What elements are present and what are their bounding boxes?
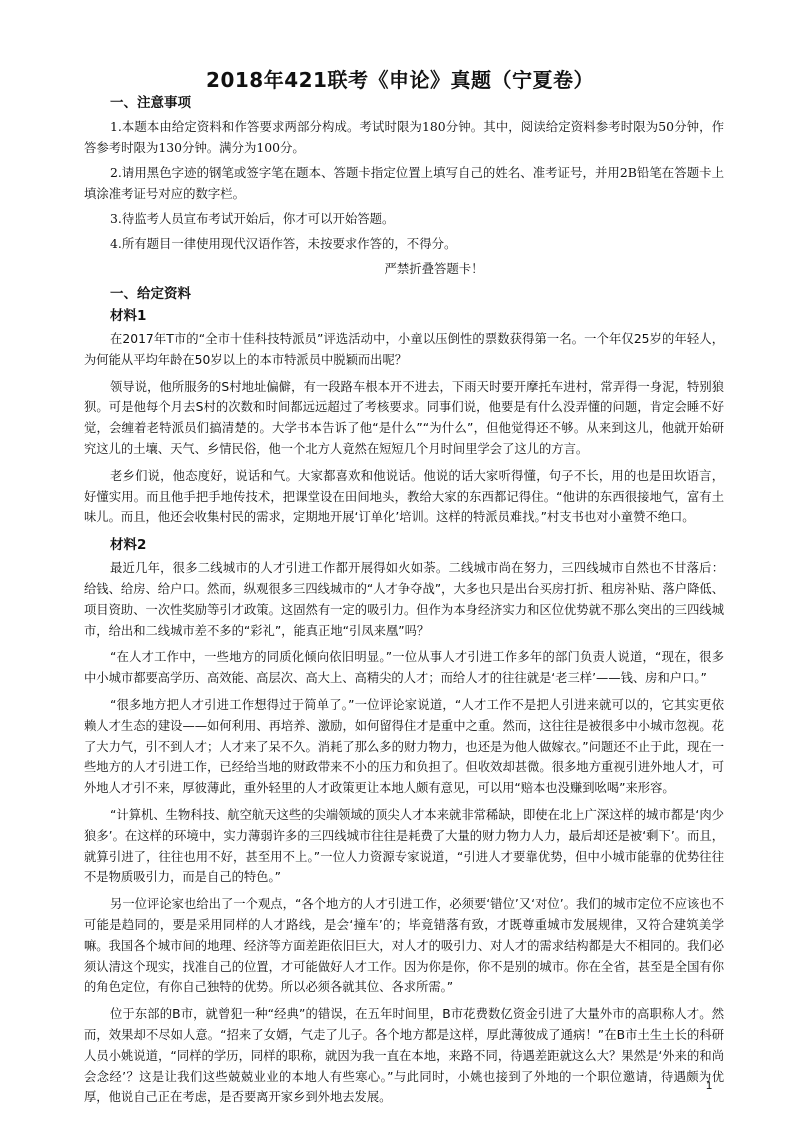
material-label: 材料2 [110,537,147,554]
material-label: 材料1 [110,308,147,324]
material-paragraph: “很多地方把人才引进工作想得过于简单了。”一位评论家说道，“人才工作不是把人引进来就可以的，它其实更依赖人才生态的建设——如何利用、再培养、激励，如何留得住才是重中之重。然而，这往往是被很多中小城市忽视。花了大力气，引不到人才；人才来了呆不久。消耗了那么多的财力物力，也还是为他人做嫁衣。”问题还不止于此，现在一些地方的人才引进工作，已经给当地的财政带来不小的压力和负担了。但收效却甚微。很多地方重视引进外地人才，可外地人才引不来，厚彼薄此，重外轻里的人才政策更让本地人颇有意见，可以用“赔本也没赚到吆喝”来形容。 [84,697,724,796]
notice-item: 1.本题本由给定资料和作答要求两部分构成。考试时限为180分钟。其中，阅读给定资料参考时限为50分钟，作答参考时限为130分钟。满分为100分。 [84,119,724,155]
notice-item: 4.所有题目一律使用现代汉语作答，未按要求作答的，不得分。 [110,236,457,251]
materials-heading: 一、给定资料 [110,286,191,302]
material-paragraph: 领导说，他所服务的S村地址偏僻，有一段路车根本开不进去，下雨天时要开摩托车进村，常弄得一身泥，特别狼狈。可是他每个月去S村的次数和时间都远远超过了考核要求。同事们说，他要是有什么没弄懂的问题，肯定会睡不好觉，会缠着老特派员们搞清楚的。大学书本告诉了他“是什么”“为什么”，但他觉得还不够。从来到这儿，他就开始研究这儿的土壤、天气、乡情民俗，他一个北方人竟然在短短几个月时间里学会了这儿的方言。 [84,379,724,456]
material-paragraph: 位于东部的B市，就曾犯一种“经典”的错误，在五年时间里，B市花费数亿资金引进了大量外市的高职称人才。然而，效果却不尽如人意。“招来了女婿，气走了儿子。各个地方都是这样，厚此薄彼成了通病！”在B市土生土长的科研人员小姚说道，“同样的学历，同样的职称，就因为我一直在本地，来路不同，待遇差距就这么大？果然是‘外来的和尚会念经’？这是让我们这些兢兢业业的本地人有些寒心。”与此同时，小姚也接到了外地的一个职位邀请，待遇颇为优厚，他说自己正在考虑，是否要离开家乡到外地去发展。 [84,1007,724,1105]
material-paragraph: 在2017年T市的“全市十佳科技特派员”评选活动中，小童以压倒性的票数获得第一名。一个年仅25岁的年轻人，为何能从平均年龄在50岁以上的本市特派员中脱颖而出呢？ [84,332,724,367]
material-paragraph: “在人才工作中，一些地方的同质化倾向依旧明显。”一位从事人才引进工作多年的部门负责人说道，“现在，很多中小城市都要高学历、高效能、高层次、高大上、高精尖的人才；而给人才的往往就是‘老三样’——钱、房和户口。” [84,650,724,686]
notice-item: 3.待监考人员宣布考试开始后，你才可以开始答题。 [110,211,395,226]
material-paragraph: “计算机、生物科技、航空航天这些的尖端领域的顶尖人才本来就非常稀缺，即使在北上广深这样的城市都是‘肉少狼多’。在这样的环境中，实力薄弱许多的三四线城市往往是耗费了大量的财力物力人力，最后却还是被‘剩下’。而且，就算引进了，往往也用不好，甚至用不上。”一位人力资源专家说道，“引进人才要靠优势，但中小城市能靠的优势往往不是物质吸引力，而是自己的特色。” [84,807,724,885]
material-paragraph: 老乡们说，他态度好，说话和气。大家都喜欢和他说话。他说的话大家听得懂，句子不长，用的也是田坎语言，好懂实用。而且他手把手地传技术，把课堂设在田间地头，教给大家的东西都记得住。“他讲的东西很接地气，富有土味儿。而且，他还会收集村民的需求，定期地开展‘订单化’培训。这样的特派员难找。”村支书也对小童赞不绝口。 [84,468,724,525]
warning-text: 严禁折叠答题卡！ [384,261,484,276]
material-paragraph: 另一位评论家也给出了一个观点，“各个地方的人才引进工作，必须要‘错位’又‘对位’。我们的城市定位不应该也不可能是趋同的，要是采用同样的人才路线，是会‘撞车’的；毕竟错落有致，才既尊重城市发展规律，又符合建筑美学嘛。我国各个城市间的地理、经济等方面差距依旧巨大，对人才的吸引力、对人才的需求结构都是大不相同的。我们必须认清这个现实，找准自己的位置，才可能做好人才工作。因为你是你，你不是别的城市。你在全省，甚至是全国有你的角色定位，有你自己独特的优势。所以必须各就其位、各求所需。” [84,897,724,995]
page-number: 1 [706,1080,713,1092]
material-paragraph: 最近几年，很多二线城市的人才引进工作都开展得如火如荼。二线城市尚在努力，三四线城市自然也不甘落后：给钱、给房、给户口。然而，纵观很多三四线城市的“人才争夺战”，大多也只是出台买房打折、租房补贴、落户降低、项目资助、一次性奖励等引才政策。这固然有一定的吸引力。但作为本身经济实力和区位优势就不那么突出的三四线城市，给出和二线城市差不多的“彩礼”，能真正地“引凤来凰”吗？ [84,561,724,638]
notice-heading: 一、注意事项 [110,95,191,111]
page-title: 2018年421联考《申论》真题（宁夏卷） [206,68,594,92]
document-body [84,92,724,1114]
notice-item: 2.请用黑色字迹的钢笔或签字笔在题本、答题卡指定位置上填写自己的姓名、准考证号，并用2B铅笔在答题卡上填涂准考证号对应的数字栏。 [84,165,724,201]
